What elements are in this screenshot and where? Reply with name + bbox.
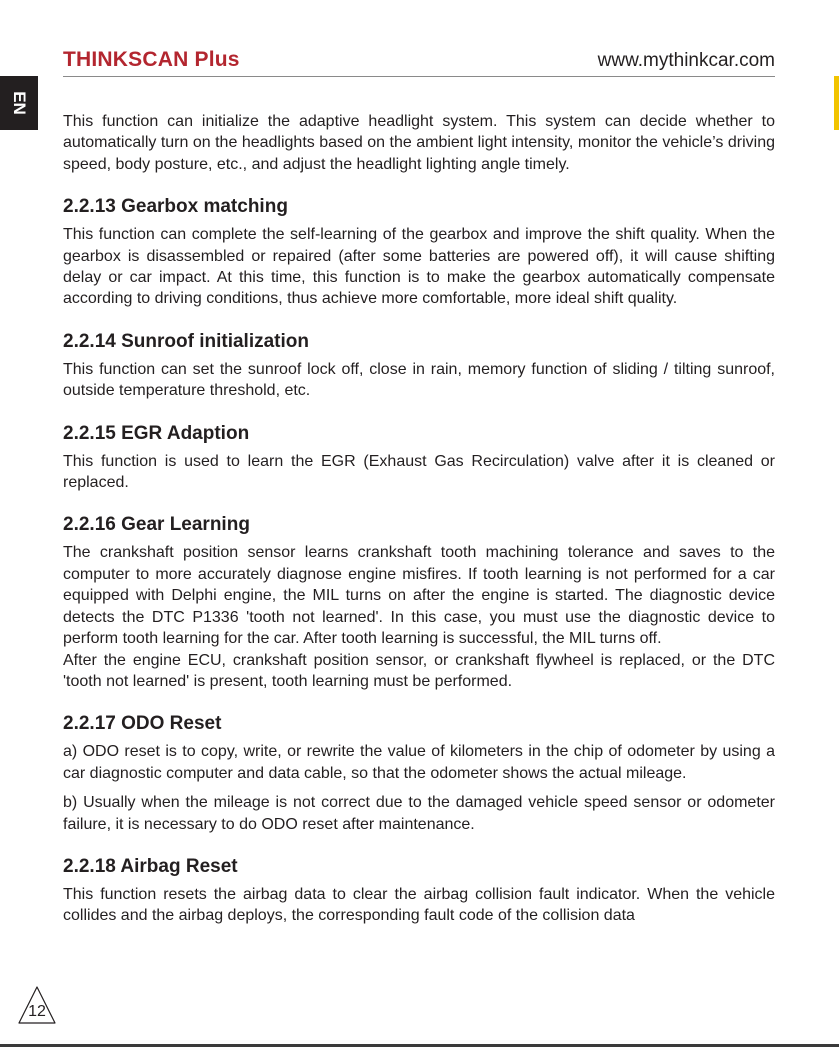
section-paragraph: This function is used to learn the EGR (Exhaust Gas Recirculation) valve after it is cleaned or replaced.	[63, 452, 775, 492]
website-url: www.mythinkcar.com	[597, 50, 775, 71]
section-heading: 2.2.15 EGR Adaption	[63, 422, 250, 444]
section-gear-learning	[63, 513, 775, 692]
section-heading: 2.2.16 Gear Learning	[63, 514, 250, 536]
section-egr-adaption	[63, 422, 775, 494]
section-heading: 2.2.14 Sunroof initialization	[63, 330, 309, 352]
language-tab-label: EN	[10, 91, 29, 115]
section-paragraph: This function can set the sunroof lock off, close in rain, memory function of sliding / tilting sunroof, outside temperature threshold, etc.	[63, 360, 775, 400]
section-gearbox-matching	[63, 195, 775, 310]
edge-marker	[834, 76, 839, 130]
section-paragraph: This function can complete the self-learning of the gearbox and improve the shift quality. When the gearbox is disassembled or repaired (after some batteries are powered off), it will cause shifting delay or car impact. At this time, this function is to make the gearbox automatically compensate according to driving conditions, thus achieve more comfortable, more ideal shift quality.	[63, 226, 775, 308]
page-number: 12	[28, 1003, 46, 1020]
intro-paragraph: This function can initialize the adaptive headlight system. This system can decide whether to automatically turn on the headlights based on the ambient light intensity, monitor the vehicle’s driving speed, body posture, etc., and adjust the headlight lighting angle timely.	[63, 113, 775, 173]
section-heading: 2.2.18 Airbag Reset	[63, 855, 238, 877]
page-number-badge	[17, 985, 57, 1025]
page-header	[63, 48, 775, 74]
section-paragraph: The crankshaft position sensor learns crankshaft tooth machining tolerance and saves to the computer to more accurately diagnose engine misfires. If tooth learning is not performed for a car equipped with Delphi engine, the MIL turns on after the engine is started. The diagnostic device detects the DTC P1336 'tooth not learned'. In this case, you must use the diagnostic device to perform tooth learning for the car. After tooth learning is successful, the MIL turns off.	[63, 544, 775, 648]
section-airbag-reset	[63, 855, 775, 927]
language-tab	[0, 76, 38, 130]
section-paragraph: After the engine ECU, crankshaft position sensor, or crankshaft flywheel is replaced, or the DTC 'tooth not learned' is present, tooth learning must be performed.	[63, 651, 775, 690]
section-paragraph: b) Usually when the mileage is not correct due to the damaged vehicle speed sensor or odometer failure, it is necessary to do ODO reset after maintenance.	[63, 794, 775, 833]
page-content	[63, 111, 775, 927]
section-sunroof-initialization	[63, 330, 775, 402]
section-odo-reset	[63, 712, 775, 835]
header-divider	[63, 76, 775, 77]
brand-title: THINKSCAN Plus	[63, 48, 240, 71]
section-heading: 2.2.13 Gearbox matching	[63, 196, 288, 218]
section-paragraph: a) ODO reset is to copy, write, or rewrite the value of kilometers in the chip of odometer by using a car diagnostic computer and data cable, so that the odometer shows the actual mileage.	[63, 743, 775, 782]
section-paragraph: This function resets the airbag data to clear the airbag collision fault indicator. When the vehicle collides and the airbag deploys, the corresponding fault code of the collision data	[63, 885, 775, 925]
section-heading: 2.2.17 ODO Reset	[63, 713, 222, 735]
